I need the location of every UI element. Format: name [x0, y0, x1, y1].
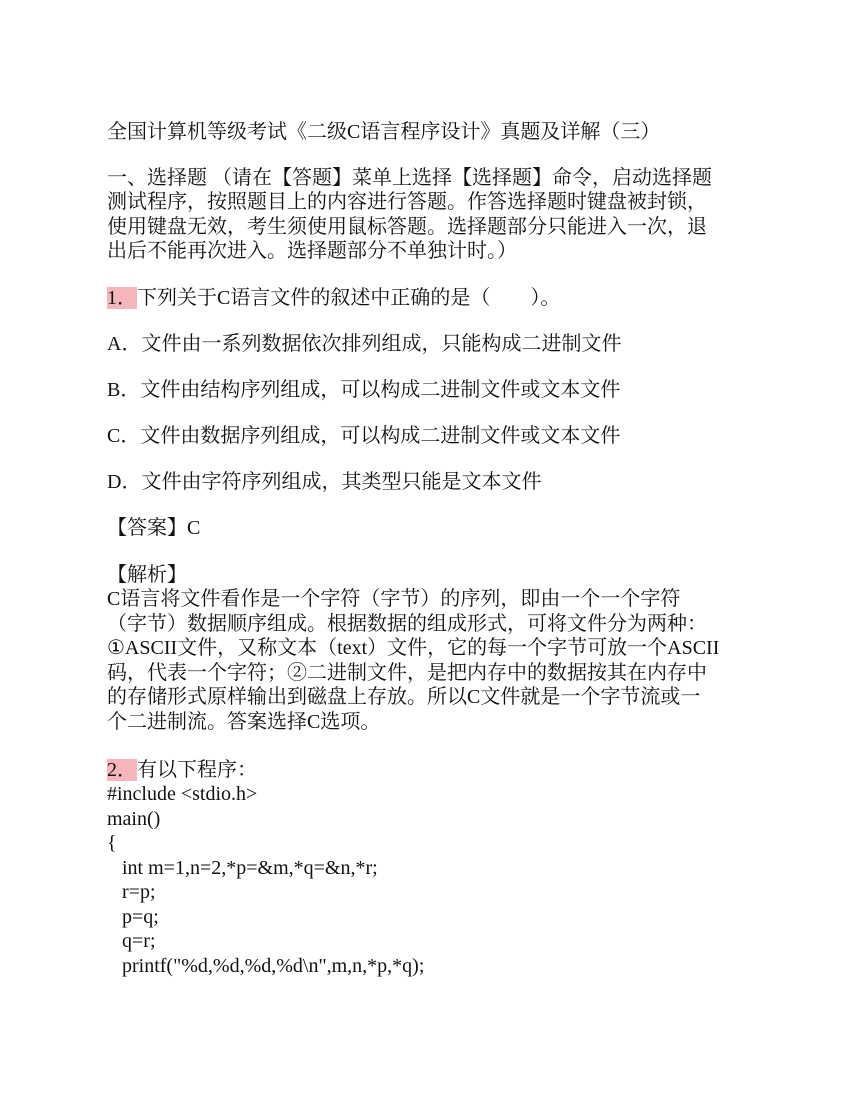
code-line: #include <stdio.h>: [107, 783, 258, 805]
code-line: main(): [107, 808, 161, 830]
instruction-line: 测试程序，按照题目上的内容进行答题。作答选择题时键盘被封锁，: [107, 191, 707, 213]
question-stem: 下列关于C语言文件的叙述中正确的是（ ）。: [137, 287, 561, 309]
analysis-line: ①ASCII文件，又称文本（text）文件，它的每一个字节可放一个ASCII: [107, 637, 720, 659]
option-a: A．文件由一系列数据依次排列组成，只能构成二进制文件: [107, 333, 622, 355]
instruction-line: 出后不能再次进入。选择题部分不单独计时。）: [107, 240, 517, 262]
instruction-line: 使用键盘无效，考生须使用鼠标答题。选择题部分只能进入一次，退: [107, 216, 707, 238]
analysis-line: 码，代表一个字符；②二进制文件，是把内存中的数据按其在内存中: [107, 662, 707, 684]
analysis-line: （字节）数据顺序组成。根据数据的组成形式，可将文件分为两种：: [107, 613, 707, 635]
analysis-line: 个二进制流。答案选择C选项。: [107, 711, 381, 733]
instruction-text: （请在【答题】菜单上选择【选择题】命令，启动选择题: [207, 167, 712, 189]
answer-line: [107, 516, 747, 541]
answer-label: 【答案】: [107, 517, 187, 539]
code-line: int m=1,n=2,*p=&m,*q=&n,*r;: [107, 857, 378, 879]
answer-value: C: [187, 517, 201, 539]
code-line: r=p;: [107, 881, 156, 903]
code-line: {: [107, 832, 117, 854]
option-c: C．文件由数据序列组成，可以构成二进制文件或文本文件: [107, 425, 621, 447]
question-number: 1．: [107, 287, 137, 309]
code-line: p=q;: [107, 906, 159, 928]
question-stem-line: [107, 758, 747, 783]
question-stem: 有以下程序：: [137, 759, 257, 781]
instruction-line: [107, 166, 747, 191]
option-b: B．文件由结构序列组成，可以构成二进制文件或文本文件: [107, 379, 621, 401]
code-line: printf("%d,%d,%d,%d\n",m,n,*p,*q);: [107, 955, 425, 977]
question-stem-line: [107, 286, 747, 311]
analysis-line: C语言将文件看作是一个字符（字节）的序列，即由一个一个字符: [107, 588, 681, 610]
analysis-label: 【解析】: [107, 564, 187, 586]
section-heading: 一、选择题: [107, 167, 207, 189]
question-number: 2．: [107, 759, 137, 781]
analysis-line: 的存储形式原样输出到磁盘上存放。所以C文件就是一个字节流或一: [107, 686, 701, 708]
code-line: q=r;: [107, 930, 156, 952]
document-title: 全国计算机等级考试《二级C语言程序设计》真题及详解（三）: [107, 121, 661, 143]
option-d: D．文件由字符序列组成，其类型只能是文本文件: [107, 471, 542, 493]
